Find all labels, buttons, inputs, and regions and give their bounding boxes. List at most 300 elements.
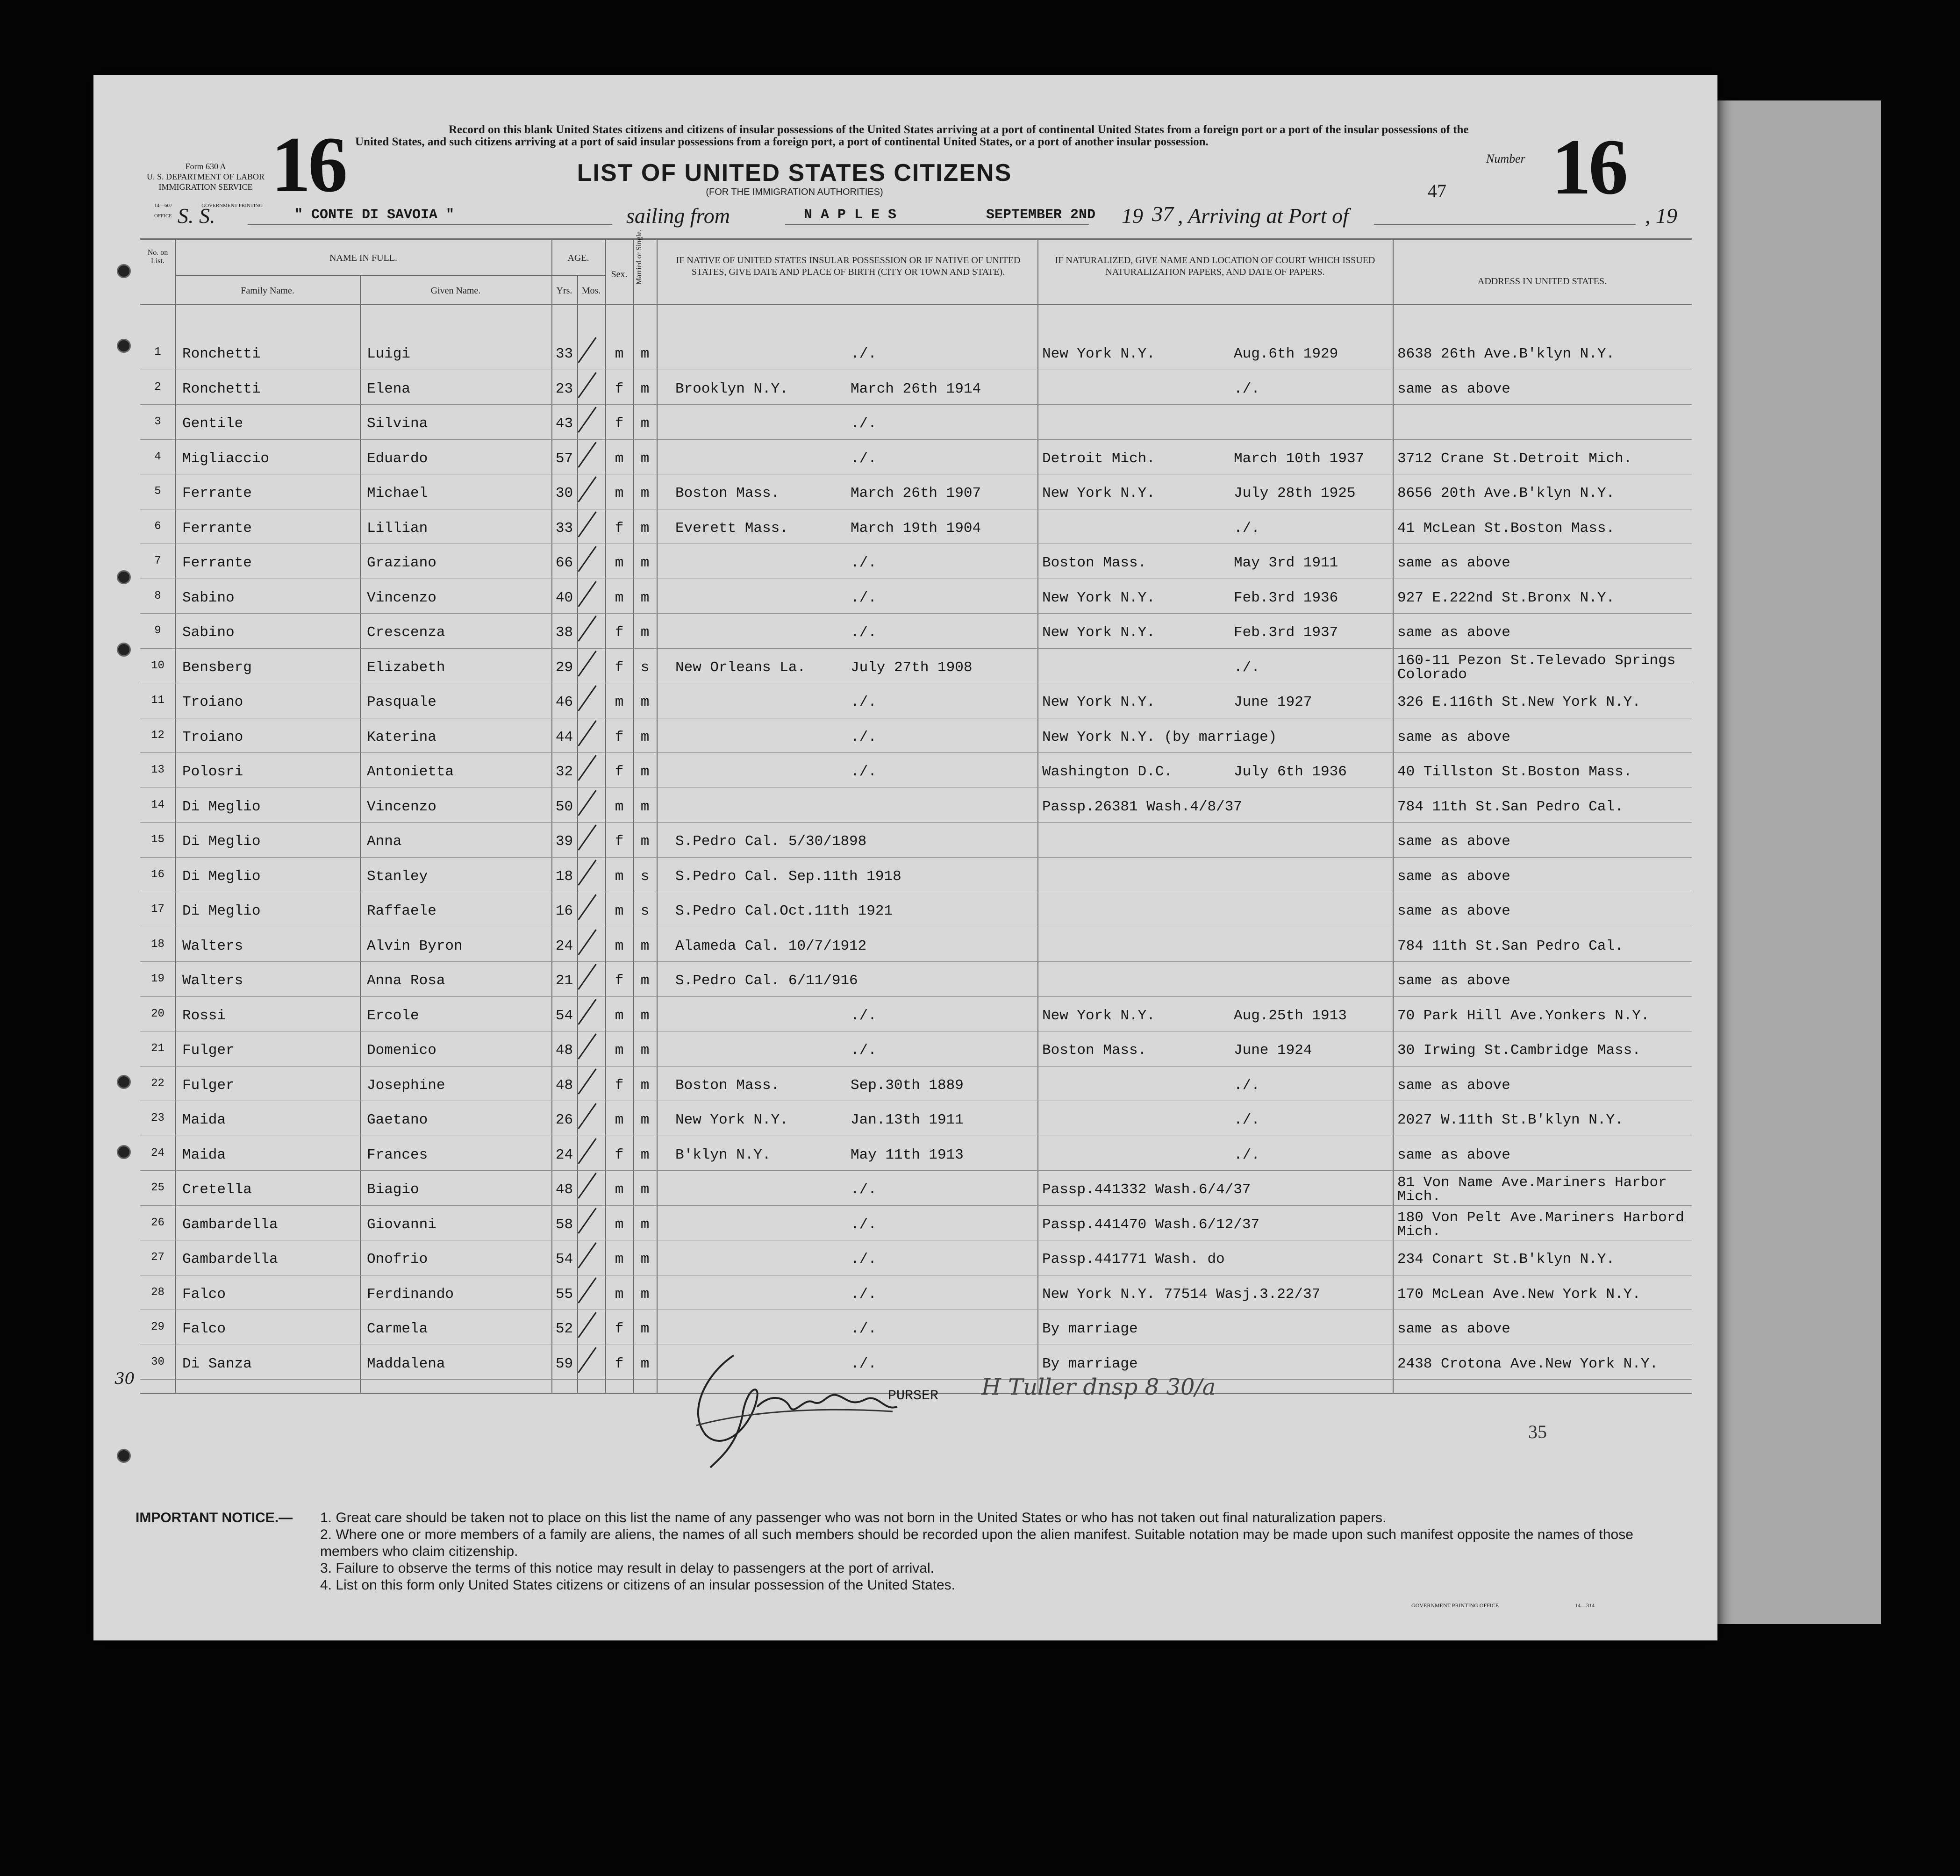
cell-address: same as above [1397,555,1510,571]
cell-family: Ferrante [182,520,252,537]
cell-no: 30 [151,1355,165,1368]
cell-address: same as above [1397,903,1510,919]
cell-no: 10 [151,659,165,672]
cell-family: Troiano [182,694,243,710]
cell-age: 39 [555,833,573,850]
cell-sex: m [615,1112,624,1128]
header-given: Given Name. [430,286,481,296]
cell-no: 6 [154,520,161,533]
cell-birth-date: ./. [851,589,877,606]
punch-hole [117,1145,131,1159]
table-row [93,1242,1692,1277]
cell-court-date: July 6th 1936 [1234,764,1347,780]
table-row [93,998,1692,1033]
cell-birth-date: ./. [851,1042,877,1059]
cell-sex: f [615,380,624,397]
cell-ms: m [640,1216,650,1233]
cell-court: Passp.441771 Wash. do [1042,1251,1225,1267]
cell-no: 14 [151,798,165,811]
cell-family: Gambardella [182,1251,278,1267]
cell-given: Maddalena [367,1355,445,1372]
cell-address: 2027 W.11th St.B'klyn N.Y. [1397,1112,1624,1128]
tick-mark [578,790,596,816]
cell-sex: f [615,624,624,641]
tick-mark [578,964,596,990]
cell-birth-date: ./. [851,450,877,467]
cell-given: Ferdinando [367,1286,454,1303]
cell-ms: m [640,1286,650,1303]
cell-given: Luigi [367,346,411,362]
cell-birth-date: ./. [851,1355,877,1372]
cell-given: Onofrio [367,1251,428,1267]
cell-ms: m [640,485,650,501]
notice-item: 2. Where one or more members of a family are aliens, the names of all such members should be recorded upon the alien manifest. Suitable notation may be made upon such manifest opposite the names of those members who claim citizenship. [320,1527,1633,1559]
cell-court: Detroit Mich. [1042,450,1155,467]
cell-ms: m [640,1355,650,1372]
cell-ms: m [640,1251,650,1267]
cell-no: 17 [151,903,165,916]
cell-given: Anna Rosa [367,973,445,989]
cell-ms: m [640,346,650,362]
cell-no: 12 [151,729,165,742]
cell-ms: m [640,624,650,641]
cell-family: Di Meglio [182,798,261,815]
cell-sex: m [615,798,624,815]
cell-address: 41 McLean St.Boston Mass. [1397,520,1615,537]
tick-mark [578,929,596,955]
table-row [93,824,1692,859]
cell-no: 15 [151,833,165,846]
cell-given: Elizabeth [367,659,445,676]
cell-sex: m [615,1216,624,1233]
service: IMMIGRATION SERVICE [158,182,253,192]
cell-given: Giovanni [367,1216,436,1233]
table-row [93,1138,1692,1173]
table-row [93,929,1692,964]
cell-sex: f [615,1355,624,1372]
cell-given: Katerina [367,729,436,745]
tick-mark [578,1277,596,1303]
cell-sex: f [615,1321,624,1337]
tick-mark [578,755,596,781]
cell-court: New York N.Y. [1042,624,1155,641]
cell-address: 234 Conart St.B'klyn N.Y. [1397,1251,1615,1267]
cell-court-date: Feb.3rd 1936 [1234,589,1338,606]
cell-court: New York N.Y. [1042,694,1155,710]
cell-court: Passp.441470 Wash.6/12/37 [1042,1216,1260,1233]
cell-given: Lillian [367,520,428,537]
header-sex: Sex. [611,269,628,279]
tick-mark [578,1033,596,1060]
manifest-sheet [93,75,1717,1640]
cell-sex: f [615,415,624,432]
header-name: NAME IN FULL. [329,253,397,263]
cell-age: 18 [555,868,573,885]
cell-ms: m [640,1321,650,1337]
cell-court: New York N.Y. [1042,346,1155,362]
table-row [93,685,1692,720]
tick-mark [578,1138,596,1164]
cell-birth-date: July 27th 1908 [851,659,973,676]
table-row [93,1277,1692,1312]
cell-family: Cretella [182,1181,252,1198]
cell-age: 54 [555,1251,573,1267]
cell-birth-place: Boston Mass. [675,1077,780,1094]
table-row [93,615,1692,650]
cell-sex: m [615,1181,624,1198]
cell-address: 180 Von Pelt Ave.Mariners Harbord Mich. [1397,1209,1684,1240]
tick-mark [578,894,596,920]
cell-ms: m [640,973,650,989]
cell-ms: s [640,659,650,676]
header-address: ADDRESS IN UNITED STATES. [1477,276,1607,286]
cell-birth-date: ./. [851,555,877,571]
table-row [93,476,1692,511]
cell-age: 46 [555,694,573,710]
cell-ms: m [640,555,650,571]
cell-age: 58 [555,1216,573,1233]
cell-given: Silvina [367,415,428,432]
tick-mark [578,1068,596,1095]
sailing-from-label: sailing from [626,204,730,228]
cell-birth-date: ./. [851,1181,877,1198]
cell-address: 927 E.222nd St.Bronx N.Y. [1397,589,1615,606]
cell-sex: f [615,1077,624,1094]
cell-no: 9 [154,624,161,637]
tick-mark [578,720,596,746]
cell-ms: m [640,450,650,467]
gpo-code: 14—314 [1575,1602,1595,1609]
cell-ms: m [640,1181,650,1198]
cell-ms: s [640,903,650,919]
cell-no: 24 [151,1146,165,1160]
cell-birth-date: Jan.13th 1911 [851,1112,964,1128]
ship-name: " CONTE DI SAVOIA " [294,207,455,223]
list-number: 47 [1428,180,1446,201]
cell-court-date: Aug.6th 1929 [1234,346,1338,362]
tick-mark [578,442,596,468]
cell-address: 326 E.116th St.New York N.Y. [1397,694,1641,710]
cell-family: Walters [182,973,243,989]
purser-signature [678,1337,1005,1477]
cell-ms: m [640,1112,650,1128]
cell-address: same as above [1397,1146,1510,1163]
cell-court-date: ./. [1234,659,1260,676]
cell-given: Carmela [367,1321,428,1337]
tick-mark [578,685,596,711]
cell-age: 59 [555,1355,573,1372]
cell-family: Di Meglio [182,868,261,885]
cell-ms: m [640,1077,650,1094]
cell-birth-place: New York N.Y. [675,1112,788,1128]
cell-ms: m [640,1042,650,1059]
table-row [93,720,1692,755]
notice-label: IMPORTANT NOTICE.— [136,1510,293,1525]
cell-family: Maida [182,1146,226,1163]
cell-given: Biagio [367,1181,419,1198]
cell-sex: f [615,1146,624,1163]
tick-mark [578,1103,596,1129]
cell-court: By marriage [1042,1355,1138,1372]
cell-birth-place: Everett Mass. [675,520,788,537]
table-row [93,1068,1692,1103]
page-number: 35 [1528,1421,1547,1442]
cell-no: 18 [151,938,165,951]
cell-family: Walters [182,938,243,954]
cell-birth-date: ./. [851,1321,877,1337]
cell-ms: m [640,694,650,710]
sheet-number-left: 16 [271,121,345,208]
year-end: , 19 [1645,204,1677,228]
voyage-line [178,203,1696,231]
cell-address: 40 Tillston St.Boston Mass. [1397,764,1632,780]
cell-court-date: May 3rd 1911 [1234,555,1338,571]
cell-address: 170 McLean Ave.New York N.Y. [1397,1286,1641,1303]
cell-age: 23 [555,380,573,397]
cell-court: New York N.Y. 77514 Wasj.3.22/37 [1042,1286,1321,1303]
instruction-text: Record on this blank United States citizens and citizens of insular possessions of the United States arriving at a port of continental United States from a foreign port or a port of the insular possessions of the United States, and such citizens arriving at a port of said insular possessions from a foreign port, a port of continental United States, or a port of another insular possession. [355,123,1469,148]
cell-age: 24 [555,938,573,954]
cell-family: Di Meglio [182,903,261,919]
cell-age: 43 [555,415,573,432]
cell-birth-place: Boston Mass. [675,485,780,501]
cell-court: New York N.Y. [1042,589,1155,606]
tick-mark [578,859,596,886]
gpo-small: GOVERNMENT PRINTING OFFICE [154,203,263,219]
cell-address: same as above [1397,729,1510,745]
cell-given: Vincenzo [367,798,436,815]
cell-family: Gambardella [182,1216,278,1233]
form-title: LIST OF UNITED STATES CITIZENS [577,159,1012,186]
cell-age: 38 [555,624,573,641]
cell-family: Ronchetti [182,346,261,362]
cell-ms: m [640,729,650,745]
cell-ms: m [640,589,650,606]
cell-ms: m [640,380,650,397]
table-row [93,1207,1692,1242]
cell-sex: m [615,694,624,710]
header-mos: Mos. [581,286,601,296]
cell-sex: m [615,1007,624,1024]
year-suffix: 37 [1152,202,1173,226]
punch-hole [117,339,131,353]
cell-court: Boston Mass. [1042,1042,1147,1059]
cell-no: 29 [151,1321,165,1333]
tick-mark [578,1347,596,1373]
cell-birth-date: ./. [851,694,877,710]
cell-birth-date: ./. [851,415,877,432]
cell-court: New York N.Y. [1042,485,1155,501]
adjacent-page-edge [1717,100,1881,1624]
cell-family: Falco [182,1321,226,1337]
cell-ms: m [640,938,650,954]
cell-age: 50 [555,798,573,815]
header-family: Family Name. [241,286,294,296]
cell-court-date: ./. [1234,1146,1260,1163]
cell-given: Eduardo [367,450,428,467]
table-row [93,441,1692,476]
table-row [93,650,1692,685]
table-row [93,789,1692,824]
ss-label: S. S. [178,204,215,228]
arriving-label: , Arriving at Port of [1178,204,1349,228]
cell-no: 23 [151,1112,165,1124]
cell-family: Maida [182,1112,226,1128]
form-subtitle: (FOR THE IMMIGRATION AUTHORITIES) [706,187,883,197]
header-no: No. on List. [147,249,168,265]
tick-mark [578,372,596,398]
cell-birth-date: March 26th 1907 [851,485,981,501]
cell-ms: m [640,1007,650,1024]
cell-no: 4 [154,450,161,463]
cell-sex: m [615,450,624,467]
cell-birth-date: ./. [851,1251,877,1267]
punch-hole [117,264,131,278]
cell-given: Antonietta [367,764,454,780]
cell-age: 66 [555,555,573,571]
cell-address: 70 Park Hill Ave.Yonkers N.Y. [1397,1007,1650,1024]
cell-family: Migliaccio [182,450,270,467]
cell-court-date: ./. [1234,380,1260,397]
table-row [93,859,1692,894]
tick-mark [578,546,596,572]
cell-address: 160-11 Pezon St.Televado Springs Colorado [1397,652,1676,683]
cell-birth-date: March 19th 1904 [851,520,981,537]
cell-court-date: Aug.25th 1913 [1234,1007,1347,1024]
cell-birth-date: ./. [851,1216,877,1233]
cell-address: 3712 Crane St.Detroit Mich. [1397,450,1632,467]
cell-age: 48 [555,1042,573,1059]
cell-family: Gentile [182,415,243,432]
cell-sex: f [615,520,624,537]
cell-sex: m [615,868,624,885]
tick-mark [578,581,596,607]
cell-given: Ercole [367,1007,419,1024]
cell-court-date: June 1927 [1234,694,1312,710]
cell-age: 55 [555,1286,573,1303]
cell-age: 52 [555,1321,573,1337]
cell-given: Graziano [367,555,436,571]
sheet-number-right: 16 [1552,123,1625,211]
table-row [93,580,1692,616]
cell-address: 81 Von Name Ave.Mariners Harbor Mich. [1397,1174,1667,1205]
total-mark: 30 [114,1369,135,1388]
cell-birth-place: S.Pedro Cal.Oct.11th 1921 [675,903,893,919]
cell-age: 29 [555,659,573,676]
form-code: 14—607 [154,203,172,208]
table-row [93,511,1692,546]
cell-court-date: ./. [1234,1077,1260,1094]
cell-ms: m [640,833,650,850]
cell-sex: m [615,555,624,571]
cell-given: Raffaele [367,903,436,919]
tick-mark [578,1312,596,1338]
cell-given: Domenico [367,1042,436,1059]
cell-address: 784 11th St.San Pedro Cal. [1397,798,1624,815]
gpo-footer: GOVERNMENT PRINTING OFFICE [1411,1602,1499,1609]
cell-birth-place: Brooklyn N.Y. [675,380,788,397]
number-label: Number [1486,152,1525,165]
cell-no: 25 [151,1181,165,1194]
cell-sex: m [615,903,624,919]
cell-birth-place: Alameda Cal. 10/7/1912 [675,938,867,954]
form-number: Form 630 A [185,162,226,171]
cell-given: Michael [367,485,428,501]
tick-mark [578,1208,596,1234]
cell-ms: m [640,764,650,780]
cell-age: 57 [555,450,573,467]
tick-mark [578,824,596,851]
cell-given: Stanley [367,868,428,885]
header-yrs: Yrs. [556,286,572,296]
cell-ms: m [640,1146,650,1163]
cell-birth-place: S.Pedro Cal. Sep.11th 1918 [675,868,901,885]
tick-mark [578,999,596,1025]
cell-birth-date: Sep.30th 1889 [851,1077,964,1094]
cell-address: same as above [1397,380,1510,397]
cell-address: same as above [1397,833,1510,850]
cell-no: 3 [154,415,161,428]
cell-birth-place: S.Pedro Cal. 6/11/916 [675,973,858,989]
cell-sex: m [615,485,624,501]
cell-sex: m [615,346,624,362]
tick-mark [578,511,596,537]
cell-ms: s [640,868,650,885]
cell-no: 11 [151,694,165,707]
header-married: Married or Single. [635,229,643,285]
cell-sex: f [615,659,624,676]
cell-birth-date: ./. [851,624,877,641]
cell-court: Passp.26381 Wash.4/8/37 [1042,798,1242,815]
cell-no: 19 [151,973,165,985]
cell-family: Rossi [182,1007,226,1024]
cell-age: 48 [555,1181,573,1198]
cell-family: Sabino [182,589,235,606]
cell-address: same as above [1397,1077,1510,1094]
table-row [93,894,1692,929]
tick-mark [578,1173,596,1199]
table-row [93,1172,1692,1207]
notice-item: 3. Failure to observe the terms of this notice may result in delay to passengers at the port of arrival. [320,1561,934,1576]
cell-given: Frances [367,1146,428,1163]
cell-no: 1 [154,346,161,358]
notice-item: 4. List on this form only United States citizens or citizens of an insular possession of the United States. [320,1577,956,1593]
cell-court-date: July 28th 1925 [1234,485,1356,501]
cell-sex: f [615,833,624,850]
cell-address: same as above [1397,973,1510,989]
header-naturalized: IF NATURALIZED, GIVE NAME AND LOCATION OF COURT WHICH ISSUED NATURALIZATION PAPERS, AND DATE OF PAPERS. [1055,255,1375,277]
cell-age: 32 [555,764,573,780]
cell-court: Passp.441332 Wash.6/4/37 [1042,1181,1251,1198]
notice-item: 1. Great care should be taken not to place on this list the name of any passenger who was not born in the United States or who has not taken out final naturalization papers. [320,1510,1387,1525]
cell-no: 28 [151,1286,165,1299]
tick-mark [578,616,596,642]
cell-birth-place: New Orleans La. [675,659,806,676]
cell-court: Boston Mass. [1042,555,1147,571]
cell-birth-place: B'klyn N.Y. [675,1146,771,1163]
cell-birth-date: ./. [851,729,877,745]
table-row [93,963,1692,998]
cell-birth-date: ./. [851,1286,877,1303]
cell-given: Anna [367,833,402,850]
cell-address: 8638 26th Ave.B'klyn N.Y. [1397,346,1615,362]
cell-no: 22 [151,1077,165,1090]
cell-court-date: Feb.3rd 1937 [1234,624,1338,641]
cell-given: Elena [367,380,411,397]
cell-given: Josephine [367,1077,445,1094]
cell-no: 2 [154,380,161,394]
cell-sex: f [615,973,624,989]
